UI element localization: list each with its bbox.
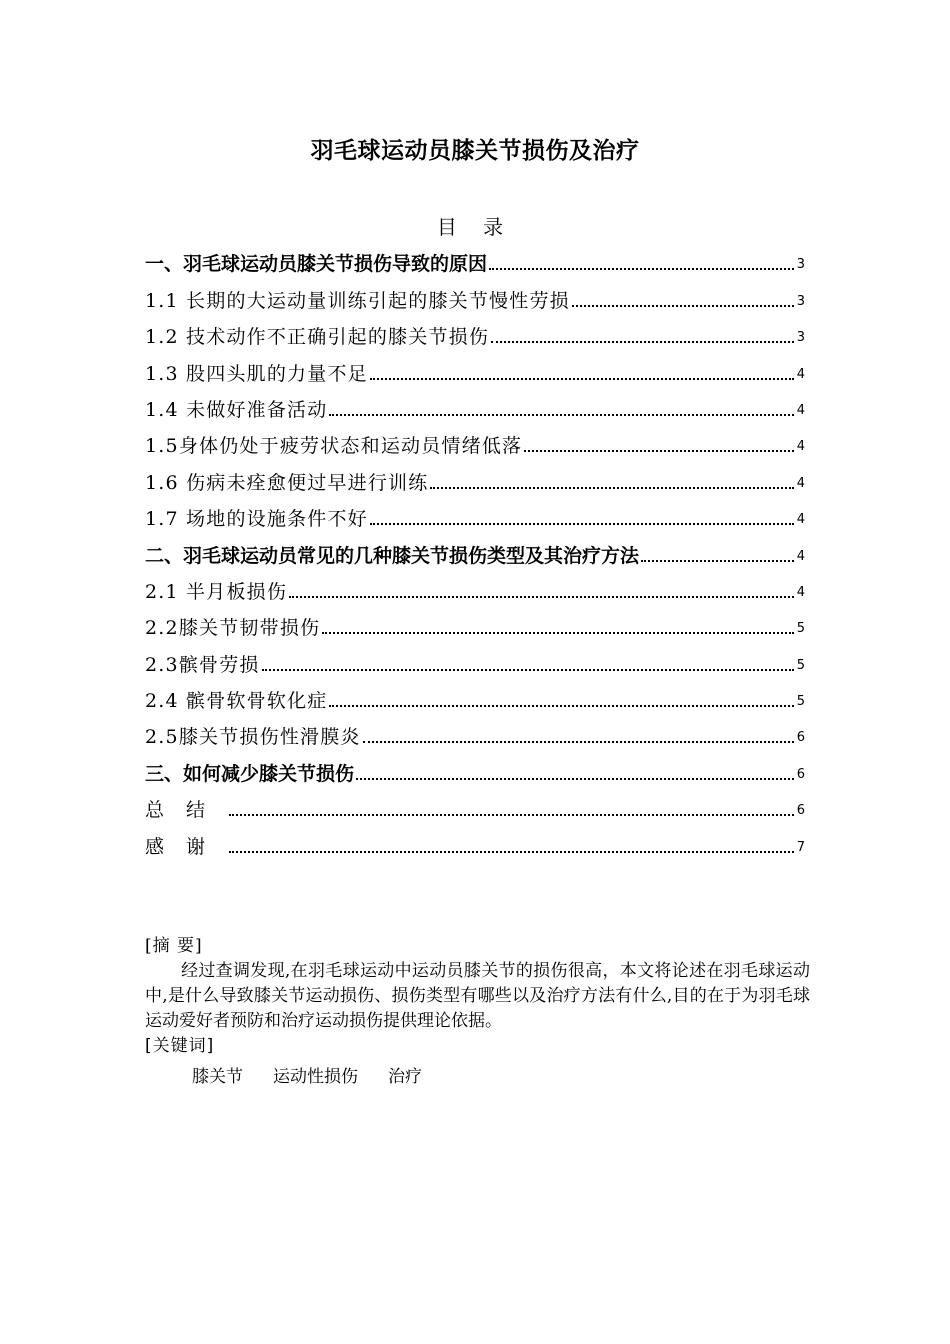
toc-dot-leader xyxy=(356,777,794,780)
toc-entry[interactable] xyxy=(145,422,805,458)
toc-dot-leader xyxy=(363,740,794,743)
toc-entry[interactable] xyxy=(145,749,805,785)
toc-page-number: 6 xyxy=(796,803,805,819)
abstract-section xyxy=(145,934,810,1090)
keyword-item: 运动性损伤 xyxy=(273,1067,358,1087)
toc-heading: 目 录 xyxy=(436,215,514,239)
toc-entry-title: 1.7 场地的设施条件不好 xyxy=(145,508,368,531)
toc-entry[interactable] xyxy=(145,313,805,349)
toc-entry-title: 1.2 技术动作不正确引起的膝关节损伤 xyxy=(145,326,490,349)
toc-page-number: 5 xyxy=(796,657,805,673)
toc-entry-title: 二、羽毛球运动员常见的几种膝关节损伤类型及其治疗方法 xyxy=(145,544,640,567)
keywords-list xyxy=(145,1065,810,1090)
toc-dot-leader xyxy=(641,559,794,562)
toc-dot-leader xyxy=(329,704,793,707)
toc-page-number: 6 xyxy=(796,766,805,782)
toc-entry[interactable] xyxy=(145,822,805,858)
toc-entry[interactable] xyxy=(145,568,805,604)
toc-entry[interactable] xyxy=(145,386,805,422)
toc-dot-leader xyxy=(572,304,794,307)
keyword-item: 膝关节 xyxy=(192,1067,243,1087)
toc-entry[interactable] xyxy=(145,604,805,640)
toc-entry-title: 一、羽毛球运动员膝关节损伤导致的原因 xyxy=(145,253,488,276)
toc-entry-title: 1.3 股四头肌的力量不足 xyxy=(145,362,368,385)
toc-page-number: 4 xyxy=(796,402,805,418)
toc-entry-title: 感谢 xyxy=(145,835,228,858)
toc-entry-title: 2.2膝关节韧带损伤 xyxy=(145,617,321,640)
table-of-contents xyxy=(145,240,805,859)
toc-dot-leader xyxy=(370,377,794,380)
toc-entry[interactable] xyxy=(145,786,805,822)
toc-page-number: 5 xyxy=(796,694,805,710)
toc-entry-title: 1.4 未做好准备活动 xyxy=(145,398,328,421)
toc-dot-leader xyxy=(289,595,794,598)
toc-page-number: 4 xyxy=(796,366,805,382)
toc-dot-leader xyxy=(370,522,794,525)
abstract-label: [摘 要] xyxy=(145,936,203,956)
toc-page-number: 4 xyxy=(796,548,805,564)
toc-dot-leader xyxy=(491,340,794,343)
toc-dot-leader xyxy=(322,631,794,634)
toc-dot-leader xyxy=(229,850,794,853)
toc-page-number: 3 xyxy=(796,257,805,273)
toc-page-number: 5 xyxy=(796,621,805,637)
toc-dot-leader xyxy=(229,813,794,816)
toc-entry[interactable] xyxy=(145,458,805,494)
keywords-label: [关键词] xyxy=(145,1036,215,1056)
abstract-body: 经过查调发现,在羽毛球运动中运动员膝关节的损伤很高，本文将论述在羽毛球运动中,是什么导致膝关节运动损伤、损伤类型有哪些以及治疗方法有什么,目的在于为羽毛球运动爱好者预防和治疗运动损伤提供理论依据。 xyxy=(145,961,810,1031)
page-title: 羽毛球运动员膝关节损伤及治疗 xyxy=(310,138,640,164)
toc-entry[interactable] xyxy=(145,276,805,312)
toc-page-number: 6 xyxy=(796,730,805,746)
toc-page-number: 3 xyxy=(796,293,805,309)
toc-dot-leader xyxy=(524,449,794,452)
toc-entry[interactable] xyxy=(145,240,805,276)
toc-page-number: 7 xyxy=(796,839,805,855)
toc-entry-title: 三、如何减少膝关节损伤 xyxy=(145,762,355,785)
toc-entry[interactable] xyxy=(145,531,805,567)
toc-entry-title: 2.4 髌骨软骨软化症 xyxy=(145,690,328,713)
toc-dot-leader xyxy=(430,486,793,489)
toc-dot-leader xyxy=(262,668,794,671)
toc-entry-title: 2.5膝关节损伤性滑膜炎 xyxy=(145,726,361,749)
toc-entry-title: 总结 xyxy=(145,799,228,822)
toc-page-number: 4 xyxy=(796,584,805,600)
toc-entry-title: 2.3髌骨劳损 xyxy=(145,653,260,676)
keyword-item: 治疗 xyxy=(388,1067,422,1087)
toc-entry-title: 1.1 长期的大运动量训练引起的膝关节慢性劳损 xyxy=(145,289,570,312)
toc-entry-title: 2.1 半月板损伤 xyxy=(145,580,288,603)
toc-entry-title: 1.6 伤病未痊愈便过早进行训练 xyxy=(145,471,429,494)
toc-dot-leader xyxy=(329,413,793,416)
toc-page-number: 4 xyxy=(796,439,805,455)
toc-entry[interactable] xyxy=(145,640,805,676)
toc-entry[interactable] xyxy=(145,713,805,749)
toc-entry[interactable] xyxy=(145,677,805,713)
toc-page-number: 4 xyxy=(796,512,805,528)
toc-dot-leader xyxy=(489,267,794,270)
toc-entry-title: 1.5身体仍处于疲劳状态和运动员情绪低落 xyxy=(145,435,523,458)
toc-entry[interactable] xyxy=(145,349,805,385)
toc-page-number: 3 xyxy=(796,330,805,346)
toc-entry[interactable] xyxy=(145,495,805,531)
toc-page-number: 4 xyxy=(796,475,805,491)
